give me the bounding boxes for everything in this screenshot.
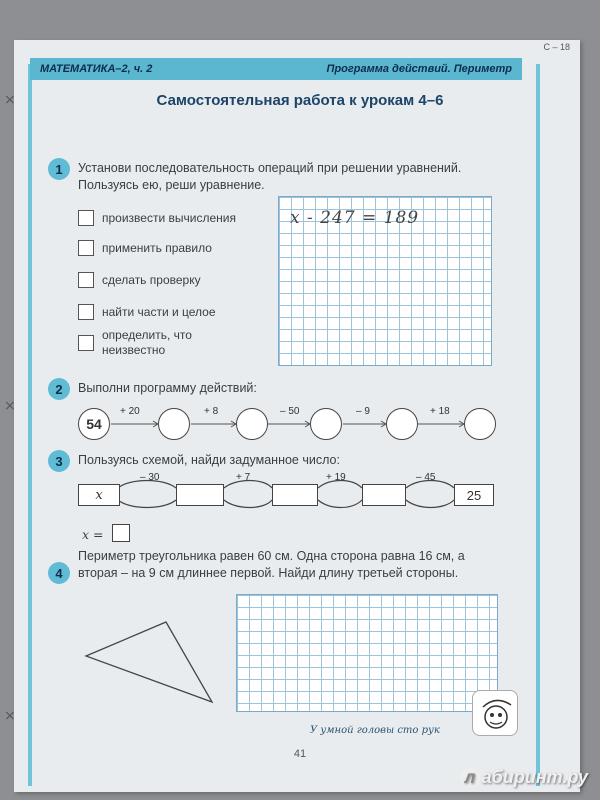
task4-text: Периметр треугольника равен 60 см. Одна сторона равна 16 см, а вторая – на 9 см длиннее первой. Найди длину третьей стороны. (78, 549, 465, 580)
handwritten-equation: x - 247 = 189 (290, 208, 420, 228)
page-number: 41 (293, 748, 307, 760)
page-code: С – 18 (543, 42, 570, 52)
answer-circle-2[interactable] (236, 408, 268, 440)
task-number-3: 3 (48, 450, 70, 472)
margin-mark: ⨯ (4, 398, 16, 414)
watermark-badge: Л (460, 768, 480, 788)
triangle-figure (86, 622, 212, 702)
answer-box-3[interactable] (362, 484, 406, 506)
operation-label: + 18 (430, 406, 450, 417)
task2-text: Выполни программу действий: (78, 381, 257, 395)
option-label: применить правило (102, 241, 212, 255)
watermark-logo (460, 767, 588, 788)
operation-label: – 50 (280, 406, 300, 417)
end-box: 25 (454, 484, 494, 506)
page-title: Самостоятельная работа к урокам 4–6 (156, 92, 444, 109)
answer-circle-1[interactable] (158, 408, 190, 440)
watermark-text: абиринт.ру (481, 767, 588, 787)
task1-text: Установи последовательность операций при решении уравнений. Пользуясь ею, реши уравнение. (78, 161, 462, 192)
answer-circle-4[interactable] (386, 408, 418, 440)
answer-box-2[interactable] (272, 484, 318, 506)
header-topic: Программа действий. Периметр (326, 63, 512, 75)
task-number-2: 2 (48, 378, 70, 400)
answer-grid-4[interactable] (236, 594, 498, 712)
option-label: произвести вычисления (102, 211, 236, 225)
mascot-icon (473, 691, 519, 737)
answer-circle-3[interactable] (310, 408, 342, 440)
task3-text: Пользуясь схемой, найди задуманное число: (78, 453, 340, 467)
margin-mark: ⨯ (4, 708, 16, 724)
task-number-4: 4 (48, 562, 70, 584)
operation-label: – 45 (416, 472, 436, 483)
answer-box-1[interactable] (176, 484, 224, 506)
task-number-1: 1 (48, 158, 70, 180)
x-answer-box[interactable] (112, 524, 130, 542)
operation-label: + 7 (236, 472, 251, 483)
option-label: найти части и целое (102, 305, 216, 319)
option-label: сделать проверку (102, 273, 201, 287)
operation-label: + 20 (120, 406, 140, 417)
option-label: определить, что неизвестно (102, 328, 192, 357)
header-subject: МАТЕМАТИКА–2, ч. 2 (40, 63, 153, 75)
x-equals-label: x = (82, 527, 104, 542)
operation-label: – 30 (140, 472, 160, 483)
start-circle: 54 (78, 408, 110, 440)
mascot-image (472, 690, 518, 736)
footer-motto: У умной головы сто рук (310, 725, 440, 736)
margin-mark: ⨯ (4, 92, 16, 108)
operation-label: – 9 (356, 406, 370, 417)
operation-label: + 19 (326, 472, 346, 483)
start-box: x (78, 484, 120, 506)
operation-label: + 8 (204, 406, 219, 417)
answer-circle-5[interactable] (464, 408, 496, 440)
